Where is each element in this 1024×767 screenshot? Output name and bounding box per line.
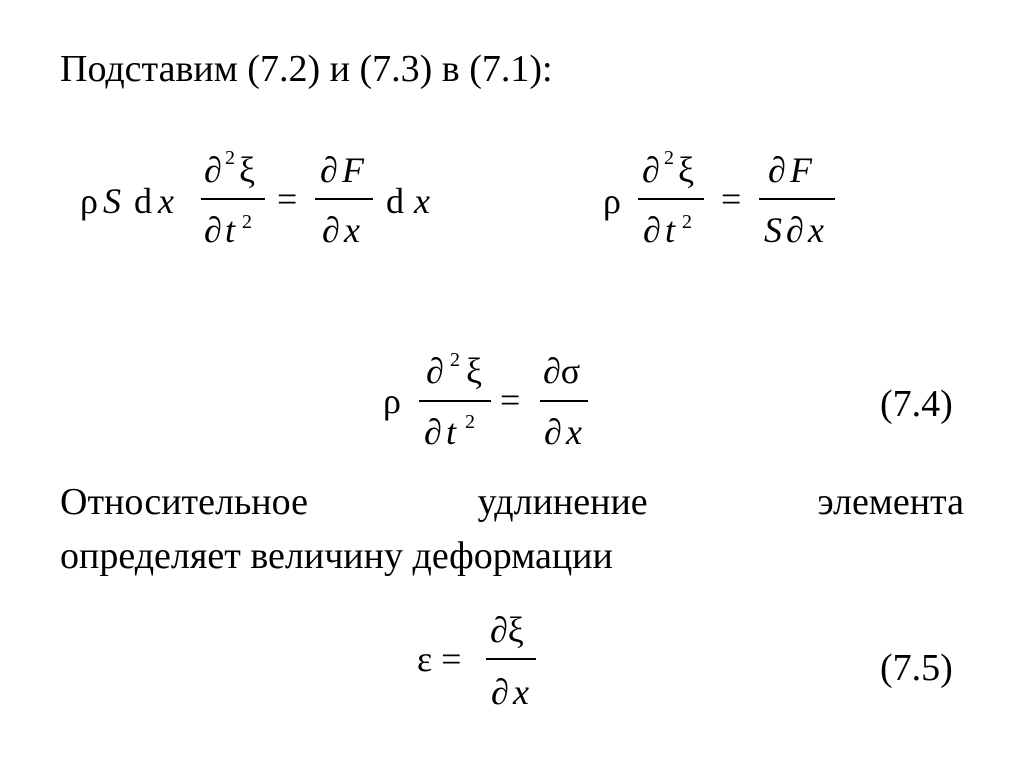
- variable-x: x: [808, 210, 824, 250]
- partial-symbol: ∂: [544, 412, 562, 452]
- xi-symbol: ξ: [678, 150, 695, 190]
- partial-symbol: ∂: [204, 210, 222, 250]
- power-2: 2: [682, 211, 692, 233]
- word-elongation: удлинение: [477, 481, 648, 523]
- variable-x: x: [414, 181, 430, 221]
- word-element: элемента: [817, 481, 964, 523]
- xi-symbol: ξ: [239, 150, 256, 190]
- paragraph-line-1: [60, 483, 964, 521]
- differential-d: d: [386, 181, 404, 221]
- epsilon-equals: ε =: [417, 639, 462, 679]
- variable-x: x: [344, 210, 360, 250]
- rho-symbol: ρ: [80, 181, 98, 221]
- partial-symbol: ∂: [768, 150, 786, 190]
- xi-symbol: ξ: [466, 351, 483, 391]
- rho-symbol: ρ: [603, 181, 621, 221]
- equals-sign: =: [721, 179, 742, 219]
- equals-sign: =: [500, 380, 521, 420]
- word-relative: Относительное: [60, 481, 308, 523]
- area-symbol: S: [764, 210, 782, 250]
- variable-x: x: [566, 412, 582, 452]
- fraction-bar: [486, 658, 536, 660]
- fraction-bar: [315, 198, 373, 200]
- equation-number: (7.4): [880, 383, 953, 425]
- d-xi: ∂ξ: [490, 610, 524, 650]
- fraction-bar: [201, 198, 265, 200]
- area-symbol: S: [103, 181, 121, 221]
- rho-symbol: ρ: [383, 381, 401, 421]
- fraction-bar: [638, 198, 704, 200]
- fraction-bar: [540, 400, 588, 402]
- power-2: 2: [465, 411, 475, 433]
- equals-sign: =: [277, 179, 298, 219]
- variable-t: t: [225, 210, 236, 250]
- intro-line: Подставим (7.2) и (7.3) в (7.1):: [60, 48, 553, 90]
- variable-x: x: [513, 672, 529, 712]
- force-symbol: F: [342, 150, 364, 190]
- differential-d: d: [134, 181, 152, 221]
- power-2: 2: [242, 211, 252, 233]
- partial-symbol: ∂: [320, 150, 338, 190]
- variable-t: t: [446, 412, 457, 452]
- force-symbol: F: [790, 150, 812, 190]
- partial-symbol: ∂: [204, 150, 222, 190]
- partial-symbol: ∂: [426, 351, 444, 391]
- power-2: 2: [664, 147, 674, 169]
- paragraph-line-2: определяет величину деформации: [60, 535, 613, 577]
- fraction-bar: [759, 198, 835, 200]
- partial-symbol: ∂: [322, 210, 340, 250]
- partial-symbol: ∂: [643, 210, 661, 250]
- d-sigma: ∂σ: [543, 351, 581, 391]
- partial-symbol: ∂: [491, 672, 509, 712]
- partial-symbol: ∂: [424, 412, 442, 452]
- partial-symbol: ∂: [642, 150, 660, 190]
- variable-t: t: [665, 210, 676, 250]
- fraction-bar: [419, 400, 491, 402]
- partial-symbol: ∂: [786, 210, 804, 250]
- equation-number: (7.5): [880, 647, 953, 689]
- variable-x: x: [158, 181, 174, 221]
- power-2: 2: [450, 349, 460, 371]
- power-2: 2: [225, 147, 235, 169]
